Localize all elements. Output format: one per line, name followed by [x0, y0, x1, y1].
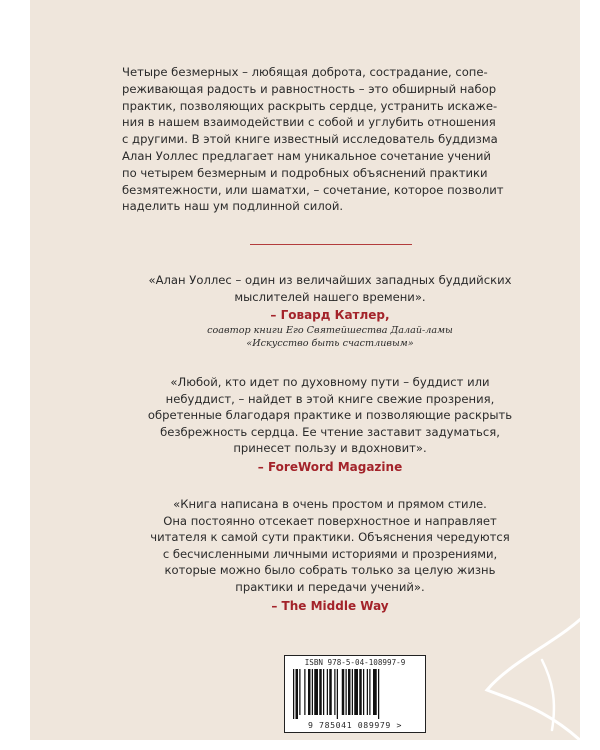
quote-line: «Книга написана в очень простом и прямом стиле. — [173, 497, 487, 511]
blurb-line: реживающая радость и равностность – это обширный набор — [122, 81, 497, 96]
quote-line: «Алан Уоллес – один из величайших западных буддийских — [148, 273, 512, 287]
quote-line: практики и передачи учений». — [235, 579, 425, 594]
barcode-bar — [296, 669, 299, 719]
quote-line: читателя к самой сути практики. Объяснения чередуются — [150, 530, 510, 545]
book-back-cover — [30, 0, 580, 740]
barcode-bar — [369, 669, 370, 715]
decorative-line-art — [482, 600, 580, 740]
barcode-bar — [319, 669, 322, 715]
barcode-bar — [354, 669, 358, 715]
quote-line: безбрежность сердца. Ее чтение заставит задуматься, — [160, 424, 500, 439]
barcode-bar — [327, 669, 328, 715]
barcode-bar — [293, 669, 294, 719]
quote-author: – The Middle Way — [271, 598, 389, 613]
blurb-line: практик, позволяющих раскрыть сердце, устранить искаже- — [122, 98, 498, 113]
quote-line: которые можно было собрать только за целую жизнь — [164, 563, 496, 578]
barcode-bars — [293, 669, 417, 719]
quote-line: «Любой, кто идет по духовному пути – буддист или — [170, 375, 490, 389]
review-quote-cutler — [90, 272, 570, 350]
blurb-paragraph — [122, 64, 504, 215]
barcode-bar — [337, 669, 338, 719]
quote-author: – Говард Катлер, — [270, 308, 390, 323]
blurb-line: Алан Уоллес предлагает нам уникальное сочетание учений — [122, 148, 491, 163]
quote-author-detail: соавтор книги Его Святейшества Далай-ламы — [207, 325, 453, 337]
quote-line: с бесчисленными личными историями и прозрениями, — [162, 546, 498, 561]
barcode-bar — [323, 669, 324, 715]
barcode-bar — [314, 669, 318, 715]
barcode-bar — [346, 669, 347, 715]
barcode-bar — [334, 669, 335, 715]
barcode-bar — [348, 669, 351, 715]
quote-line: небуддист, – найдет в этой книге свежие прозрения, — [165, 391, 495, 406]
barcode-bar — [359, 669, 362, 715]
barcode-bar — [329, 669, 332, 715]
section-divider — [250, 244, 412, 245]
blurb-line: по четырем безмерным и подробных объяснений практики — [122, 165, 488, 180]
review-quote-foreword — [90, 374, 570, 476]
barcode-bar — [378, 669, 379, 719]
barcode-bar — [312, 669, 313, 715]
barcode-bar — [367, 669, 368, 715]
blurb-line: ния в нашем взаимодействии с собой и углубить отношения — [122, 115, 496, 130]
review-quote-middle-way — [90, 496, 570, 615]
barcode-bar — [373, 669, 377, 715]
quote-author-detail: «Искусство быть счастливым» — [246, 338, 414, 350]
barcode-bar — [352, 669, 353, 715]
barcode-digits: 9 785041 089979 > — [308, 720, 402, 730]
barcode-bar — [363, 669, 364, 715]
barcode-bar — [308, 669, 311, 715]
quote-line: обретенные благодаря практике и позволяющие раскрыть — [147, 408, 513, 423]
barcode-bar — [342, 669, 345, 715]
blurb-line: с другими. В этой книге известный исследователь буддизма — [122, 132, 498, 147]
quote-line: мыслителей нашего времени». — [234, 289, 426, 304]
barcode-bar — [304, 669, 305, 715]
quote-line: принесет пользу и вдохновит». — [233, 441, 427, 456]
blurb-line: наделить наш ум подлинной силой. — [122, 199, 344, 214]
quote-line: Она постоянно отсекает поверхностное и направляет — [163, 513, 497, 528]
isbn-label: ISBN 978-5-04-108997-9 — [304, 658, 406, 667]
isbn-barcode — [284, 655, 426, 733]
quote-author: – ForeWord Magazine — [257, 459, 403, 474]
blurb-line: Четыре безмерных – любящая доброта, сострадание, сопе- — [122, 65, 488, 79]
barcode-bar — [299, 669, 300, 715]
blurb-line: безмятежности, или шаматхи, – сочетание, которое позволит — [122, 182, 504, 197]
